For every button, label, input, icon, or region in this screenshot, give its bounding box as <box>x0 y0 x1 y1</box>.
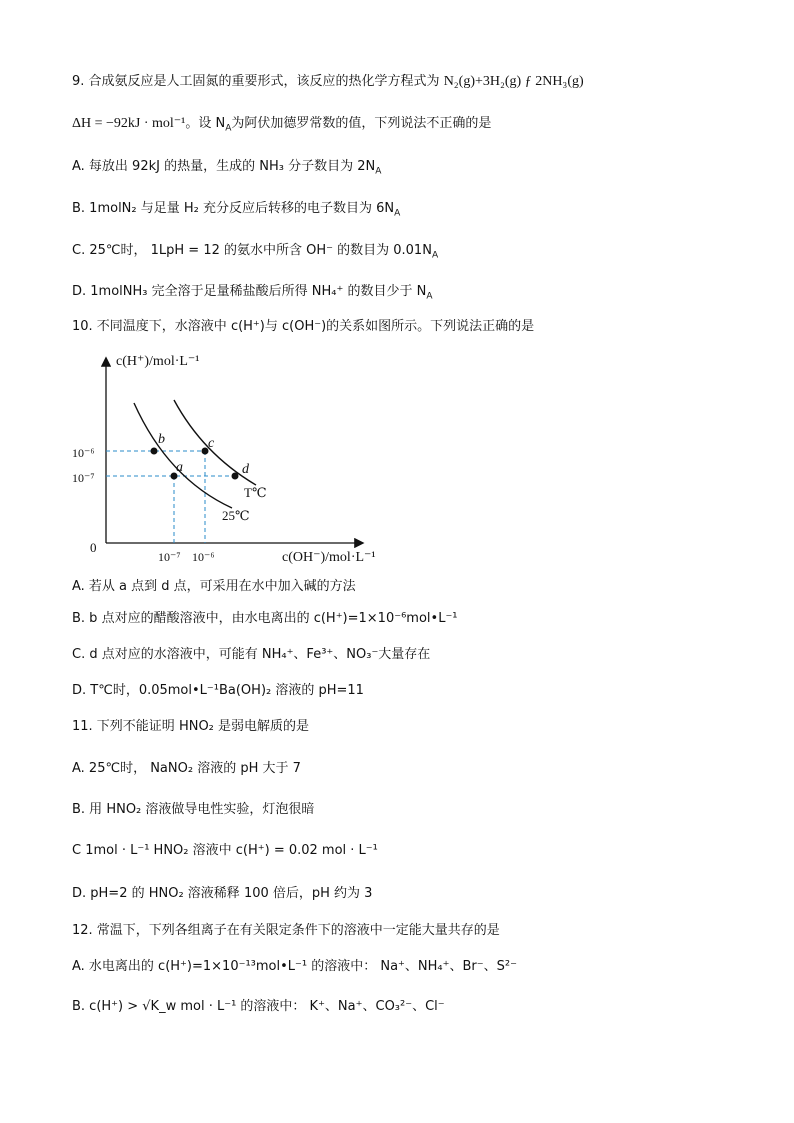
q9-option-d: D. 1molNH₃ 完全溶于足量稀盐酸后所得 NH₄⁺ 的数目少于 $N_A$ <box>72 284 433 302</box>
q9-stem-c: 为阿伏加德罗常数的值，下列说法不正确的是 <box>231 116 492 131</box>
water-ion-product-chart <box>72 345 392 577</box>
q11-stem: 11. 下列不能证明 HNO₂ 是弱电解质的是 <box>72 719 310 734</box>
x-tick-1e-7: 10⁻⁷ <box>158 550 181 564</box>
q10-option-d: D. T℃时，0.05mol•L⁻¹Ba(OH)₂ 溶液的 pH=11 <box>72 683 364 698</box>
x-tick-1e-6: 10⁻⁶ <box>192 550 215 564</box>
q11-option-a: A. 25℃时， NaNO₂ 溶液的 pH 大于 7 <box>72 761 301 776</box>
q9-stem-b: 。设 N <box>185 116 226 131</box>
series-label-25c: 25℃ <box>222 508 250 523</box>
q9-stem-line1 <box>72 73 584 91</box>
q9-stem-line2 <box>72 115 491 133</box>
q9-option-a: A. 每放出 92kJ 的热量，生成的 NH₃ 分子数目为 $2N_A$ <box>72 159 382 177</box>
q12-stem: 12. 常温下，下列各组离子在有关限定条件下的溶液中一定能大量共存的是 <box>72 923 500 938</box>
q11-option-b: B. 用 HNO₂ 溶液做导电性实验，灯泡很暗 <box>72 802 315 817</box>
point-b <box>151 448 158 455</box>
y-tick-1e-7: 10⁻⁷ <box>72 471 95 485</box>
label-a: a <box>176 460 183 475</box>
y-axis-label: c(H⁺)/mol·L⁻¹ <box>116 354 200 369</box>
q12-option-a: A. 水电离出的 c(H⁺)=1×10⁻¹³mol•L⁻¹ 的溶液中： Na⁺、NH₄⁺、Br⁻、S²⁻ <box>72 959 517 974</box>
label-c: c <box>208 436 215 451</box>
q10-stem: 10. 不同温度下，水溶液中 c(H⁺)与 c(OH⁻)的关系如图所示。下列说法正确的是 <box>72 319 535 334</box>
q9-sub: A <box>225 123 232 134</box>
q12-option-b: B. c(H⁺) > √K_w mol · L⁻¹ 的溶液中： K⁺、Na⁺、CO₃²⁻、Cl⁻ <box>72 999 445 1014</box>
q10-option-b: B. b 点对应的醋酸溶液中，由水电离出的 c(H⁺)=1×10⁻⁶mol•L⁻¹ <box>72 611 458 626</box>
q9-option-c: C. 25℃时， 1LpH = 12 的氨水中所含 OH⁻ 的数目为 $0.01N_A$ <box>72 243 439 261</box>
q10-option-c: C. d 点对应的水溶液中，可能有 NH₄⁺、Fe³⁺、NO₃⁻大量存在 <box>72 647 431 662</box>
x-axis-label: c(OH⁻)/mol·L⁻¹ <box>282 550 376 565</box>
q11-option-c: C 1mol · L⁻¹ HNO₂ 溶液中 c(H⁺) = 0.02 mol · L⁻¹ <box>72 843 378 858</box>
q9-equation: N₂(g)+3H₂(g) ƒ 2NH₃(g) <box>443 74 584 89</box>
q9-delta-h: ΔH = −92kJ · mol⁻¹ <box>72 116 186 131</box>
q11-option-d: D. pH=2 的 HNO₂ 溶液稀释 100 倍后，pH 约为 3 <box>72 886 373 901</box>
label-b: b <box>158 432 165 447</box>
q9-stem: 9. 合成氨反应是人工固氮的重要形式，该反应的热化学方程式为 <box>72 74 440 89</box>
label-d: d <box>242 462 249 477</box>
y-tick-1e-6: 10⁻⁶ <box>72 446 95 460</box>
origin-label: 0 <box>90 540 97 555</box>
series-label-t: T℃ <box>244 485 267 500</box>
q10-option-a: A. 若从 a 点到 d 点，可采用在水中加入碱的方法 <box>72 579 356 594</box>
q9-option-b: B. 1molN₂ 与足量 H₂ 充分反应后转移的电子数目为 $6N_A$ <box>72 201 401 219</box>
point-d <box>232 473 239 480</box>
